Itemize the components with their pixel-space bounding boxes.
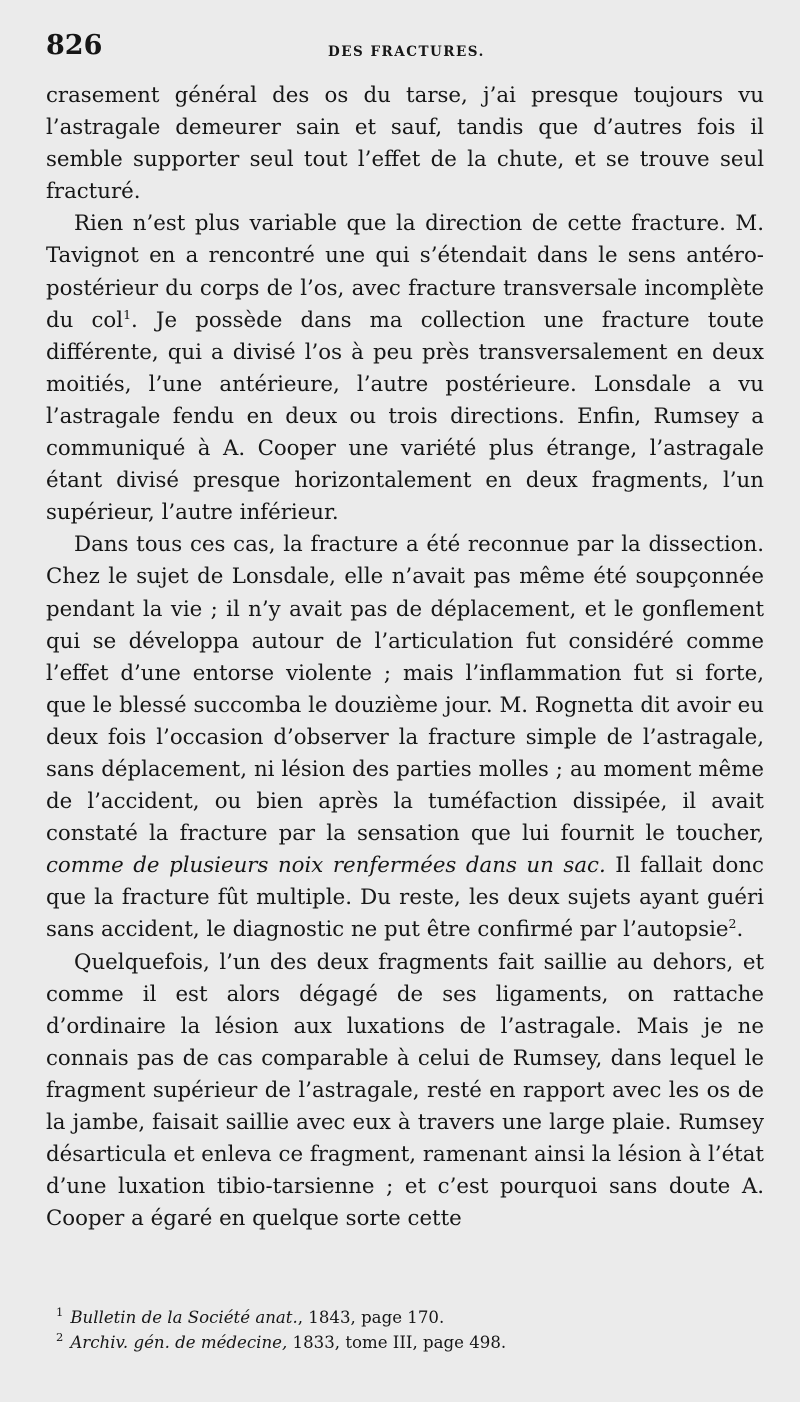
italic-quote: comme de plusieurs noix renfermées dans un sac. bbox=[46, 853, 606, 879]
page-number: 826 bbox=[46, 30, 103, 61]
paragraph-text: . bbox=[736, 917, 744, 943]
footnote bbox=[56, 1330, 760, 1355]
running-title: DES FRACTURES. bbox=[328, 44, 485, 60]
footnote-number: 2 bbox=[56, 1330, 64, 1345]
paragraph bbox=[46, 80, 764, 208]
footnote-reference: 1833, tome III, page 498. bbox=[287, 1333, 507, 1352]
paragraph-text: . Je possède dans ma collection une fracture toute différente, qui a divisé l’os à peu près transversalement en deux moitiés, l’une antérieure, l’autre postérieure. Lonsdale a vu l’astragale fendu en deux ou trois directions. Enfin, Rumsey a communiqué à A. Cooper une variété plus étrange, l’astragale étant divisé presque horizontalement en deux fragments, l’un supérieur, l’autre inférieur. bbox=[46, 307, 764, 526]
page-header bbox=[46, 30, 760, 70]
footnote bbox=[56, 1305, 760, 1330]
footnotes bbox=[46, 1305, 760, 1355]
footnote-reference: , 1843, page 170. bbox=[297, 1308, 445, 1327]
footnote-number: 1 bbox=[56, 1305, 64, 1320]
paragraph-text: Quelquefois, l’un des deux fragments fait saillie au dehors, et comme il est alors dégagé de ses ligaments, on rattache d’ordinaire la lésion aux luxations de l’astragale. Mais je ne connais pas de cas comparable à celui de Rumsey, dans lequel le fragment supérieur de l’astragale, resté en rapport avec les os de la jambe, faisait saillie avec eux à travers une large plaie. Rumsey désarticula et enleva ce fragment, ramenant ainsi la lésion à l’état d’une luxation tibio-tarsienne ; et c’est pourquoi sans doute A. Cooper a égaré en quelque sorte cette bbox=[46, 949, 764, 1232]
footnote-marker: 1 bbox=[123, 306, 132, 322]
paragraph-text: Rien n’est plus variable que la direction de cette fracture. M. Tavignot en a rencontré une qui s’étendait dans le sens antéro-postérieur du corps de l’os, avec fracture transversale incomplète du col bbox=[46, 211, 764, 333]
paragraph-text: crasement général des os du tarse, j’ai presque toujours vu l’astragale demeurer sain et sauf, tandis que d’autres fois il semble supporter seul tout l’effet de la chute, et se trouve seul fracturé. bbox=[46, 83, 764, 205]
footnote-source-title: Bulletin de la Société anat. bbox=[70, 1308, 298, 1327]
paragraph bbox=[46, 208, 764, 529]
footnote-marker: 2 bbox=[728, 916, 737, 932]
paragraph bbox=[46, 529, 764, 946]
paragraph-text: Il fallait donc que la fracture fût multiple. Du reste, les deux sujets ayant guéri sans accident, le diagnostic ne put être confirmé par l’autopsie bbox=[46, 853, 764, 943]
footnote-source-title: Archiv. gén. de médecine, bbox=[70, 1333, 288, 1352]
paragraph bbox=[46, 947, 764, 1236]
body-text bbox=[46, 80, 764, 1235]
paragraph-text: Dans tous ces cas, la fracture a été reconnue par la dissection. Chez le sujet de Lonsdale, elle n’avait pas même été soupçonnée pendant la vie ; il n’y avait pas de déplacement, et le gonflement qui se développa autour de l’articulation fut considéré comme l’effet d’une entorse violente ; mais l’inflammation fut si forte, que le blessé succomba le douzième jour. M. Rognetta dit avoir eu deux fois l’occasion d’observer la fracture simple de l’astragale, sans déplacement, ni lésion des parties molles ; au moment même de l’accident, ou bien après la tuméfaction dissipée, il avait constaté la fracture par la sensation que lui fournit le toucher, bbox=[46, 532, 764, 847]
